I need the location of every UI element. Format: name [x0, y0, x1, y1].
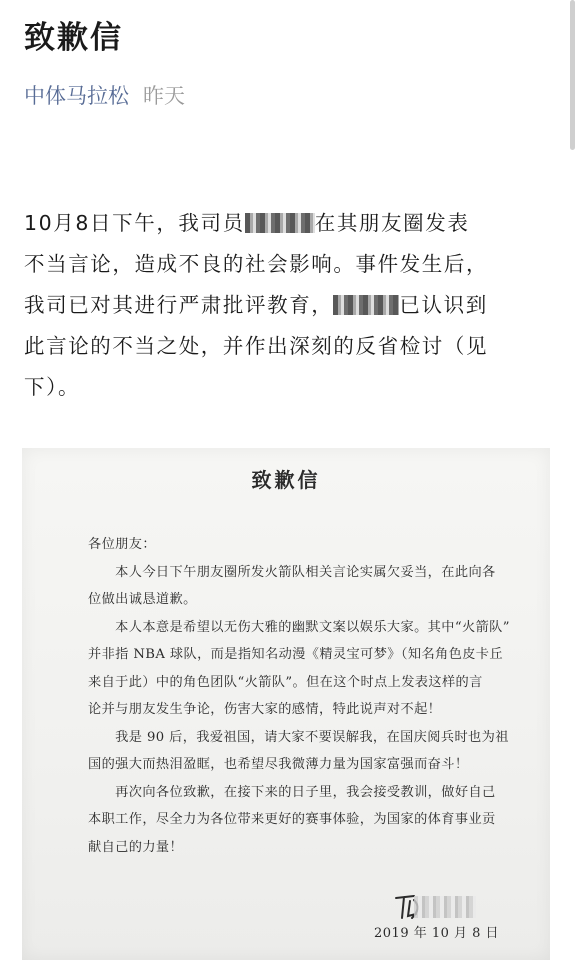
letter-line: 献自己的力量！ — [88, 839, 184, 855]
letter-scan-image[interactable] — [22, 448, 550, 960]
letter-line: 论并与朋友发生争论，伤害大家的感情，特此说声对不起！ — [88, 702, 442, 717]
intro-paragraph — [24, 203, 554, 408]
letter-line: 各位朋友： — [88, 537, 156, 552]
redacted-signature — [414, 896, 476, 918]
letter-line: 本人本意是希望以无伤大雅的幽默文案以娱乐大家。其中“火箭队” — [88, 619, 510, 635]
letter-line: 国的强大而热泪盈眶，也希望尽我微薄力量为国家富强而奋斗！ — [88, 757, 469, 772]
letter-line: 来自于此）中的角色团队“火箭队”。但在这个时点上发表这样的言 — [88, 674, 483, 690]
letter-date: 2019 年 10 月 8 日 — [374, 926, 500, 941]
intro-text: 在其朋友圈发表 — [314, 211, 470, 235]
scrollbar[interactable] — [570, 0, 575, 150]
intro-line — [24, 203, 554, 244]
intro-line: 下）。 — [24, 375, 81, 399]
letter-title: 致歉信 — [251, 468, 321, 492]
intro-text: 已认识到 — [399, 293, 488, 317]
letter-line: 并非指 NBA 球队，而是指知名动漫《精灵宝可梦》（知名角色皮卡丘 — [88, 647, 503, 662]
post-date: 昨天 — [143, 84, 185, 108]
letter-line: 再次向各位致歉，在接下来的日子里，我会接受教训，做好自己 — [88, 784, 496, 800]
intro-line — [24, 285, 554, 326]
letter-body — [88, 531, 518, 861]
redacted-name — [333, 295, 399, 315]
article-title: 致歉信 — [24, 20, 123, 56]
letter-line: 本职工作，尽全力为各位带来更好的赛事体验，为国家的体育事业贡 — [88, 812, 496, 827]
intro-line: 不当言论，造成不良的社会影响。事件发生后， — [24, 252, 489, 276]
intro-text: 我司已对其进行严肃批评教育， — [24, 293, 334, 317]
account-name-link[interactable]: 中体马拉松 — [24, 84, 129, 108]
redacted-name — [245, 213, 315, 233]
letter-line: 本人今日下午朋友圈所发火箭队相关言论实属欠妥当，在此向各 — [88, 564, 496, 580]
article-meta — [24, 80, 185, 110]
intro-line: 此言论的不当之处，并作出深刻的反省检讨（见 — [24, 334, 489, 358]
intro-text: 10月8日下午，我司员 — [24, 211, 245, 235]
letter-line: 我是 90 后，我爱祖国，请大家不要误解我，在国庆阅兵时也为祖 — [88, 729, 509, 745]
letter-line: 位做出诚恳道歉。 — [88, 592, 197, 607]
